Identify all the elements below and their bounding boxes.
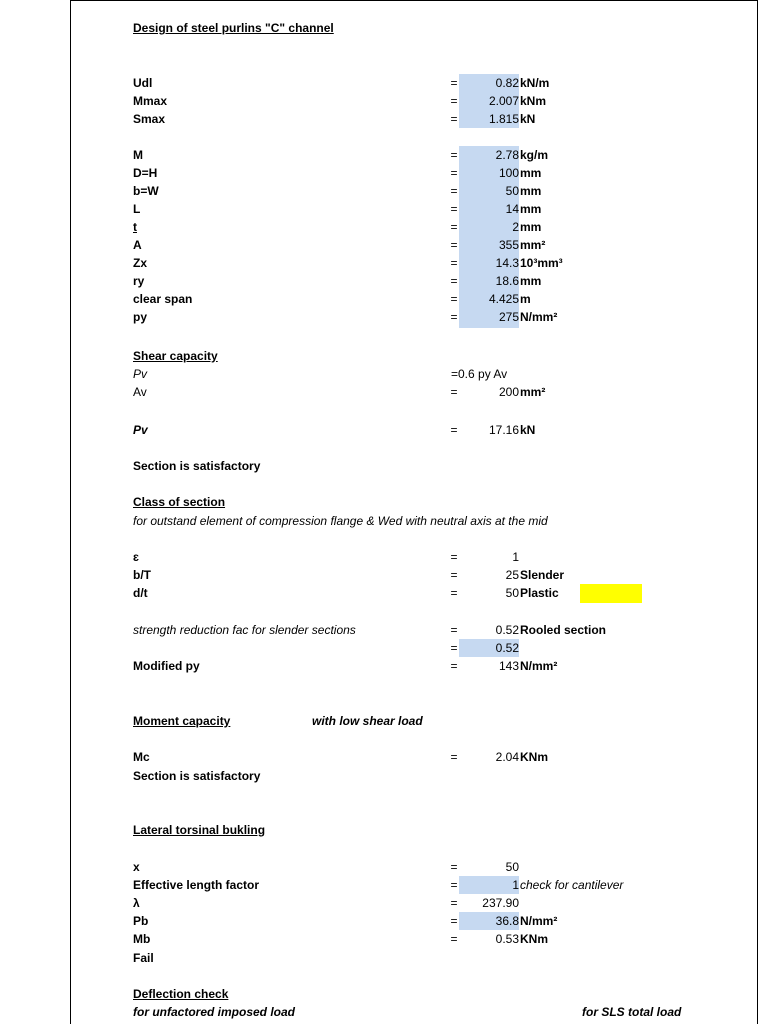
thickness-unit: mm — [520, 220, 542, 234]
modified-py-unit: N/mm² — [520, 659, 558, 673]
srf-value: 0.52 — [495, 623, 519, 637]
shear-result: Section is satisfactory — [133, 459, 261, 473]
epsilon-equals: = — [450, 550, 458, 564]
mc-unit: KNm — [520, 750, 549, 764]
x-label: x — [133, 860, 140, 874]
bt-label: b/T — [133, 568, 151, 582]
sheet-top-border — [70, 0, 758, 1]
shear-heading: Shear capacity — [133, 349, 218, 363]
av-equals: = — [450, 385, 458, 399]
mb-value: 0.53 — [495, 932, 519, 946]
area-label: A — [133, 238, 142, 252]
width-unit: mm — [520, 184, 542, 198]
area-unit: mm² — [520, 238, 546, 252]
zx-label: Zx — [133, 256, 148, 270]
mass-label: M — [133, 148, 143, 162]
modified-py-label: Modified py — [133, 659, 200, 673]
class-note: for outstand element of compression flange & Wed with neutral axis at the mid — [133, 514, 548, 528]
moment-result: Section is satisfactory — [133, 769, 261, 783]
mc-value: 2.04 — [495, 750, 519, 764]
depth-equals: = — [450, 166, 458, 180]
ltb-result: Fail — [133, 951, 154, 965]
zx-value[interactable]: 14.3 — [495, 256, 519, 270]
bt-class: Slender — [520, 568, 565, 582]
lip-value[interactable]: 14 — [505, 202, 519, 216]
deflection-note-right: for SLS total load — [582, 1005, 682, 1019]
dt-equals: = — [450, 586, 458, 600]
dt-class: Plastic — [520, 586, 559, 600]
mb-equals: = — [450, 932, 458, 946]
moment-note: with low shear load — [312, 714, 423, 728]
smax-value[interactable]: 1.815 — [488, 112, 519, 126]
class-heading: Class of section — [133, 495, 226, 509]
udl-value[interactable]: 0.82 — [495, 76, 519, 90]
thickness-value[interactable]: 2 — [512, 220, 519, 234]
srf-equals: = — [450, 623, 458, 637]
py-equals: = — [450, 310, 458, 324]
sheet-left-border — [70, 0, 71, 1024]
smax-equals: = — [450, 112, 458, 126]
elf-label: Effective length factor — [133, 878, 260, 892]
ltb-heading: Lateral torsinal bukling — [133, 823, 266, 837]
dt-label: d/t — [133, 586, 148, 600]
pb-equals: = — [450, 914, 458, 928]
mc-equals: = — [450, 750, 458, 764]
udl-label: Udl — [133, 76, 153, 90]
deflection-heading: Deflection check — [133, 987, 229, 1001]
deflection-note-left: for unfactored imposed load — [133, 1005, 296, 1019]
highlight-cell[interactable] — [580, 584, 642, 603]
pv-result-value: 17.16 — [488, 423, 519, 437]
mmax-equals: = — [450, 94, 458, 108]
pv-result-equals: = — [450, 423, 458, 437]
av-value: 200 — [498, 385, 519, 399]
area-value[interactable]: 355 — [498, 238, 519, 252]
py-value[interactable]: 275 — [498, 310, 519, 324]
thickness-label: t — [133, 220, 137, 234]
pv-result-label: Pv — [133, 423, 148, 437]
pb-unit: N/mm² — [520, 914, 558, 928]
smax-label: Smax — [133, 112, 166, 126]
epsilon-value: 1 — [512, 550, 519, 564]
x-value: 50 — [505, 860, 519, 874]
py-label: py — [133, 310, 148, 324]
srf-label: strength reduction fac for slender sections — [133, 623, 356, 637]
ry-unit: mm — [520, 274, 542, 288]
elf-equals: = — [450, 878, 458, 892]
lambda-equals: = — [450, 896, 458, 910]
lip-unit: mm — [520, 202, 542, 216]
srf-input-equals: = — [450, 641, 458, 655]
width-equals: = — [450, 184, 458, 198]
clear-span-value[interactable]: 4.425 — [488, 292, 519, 306]
mmax-label: Mmax — [133, 94, 168, 108]
sheet-right-border — [757, 0, 758, 1024]
elf-note: check for cantilever — [520, 878, 624, 892]
av-unit: mm² — [520, 385, 546, 399]
width-label: b=W — [133, 184, 159, 198]
lip-equals: = — [450, 202, 458, 216]
ry-equals: = — [450, 274, 458, 288]
bt-value: 25 — [505, 568, 519, 582]
depth-unit: mm — [520, 166, 542, 180]
pv-label: Pv — [133, 367, 148, 381]
srf-input-value[interactable]: 0.52 — [495, 641, 519, 655]
srf-note: Rooled section — [520, 623, 607, 637]
moment-heading: Moment capacity — [133, 714, 231, 728]
pb-label: Pb — [133, 914, 149, 928]
x-equals: = — [450, 860, 458, 874]
depth-value[interactable]: 100 — [498, 166, 519, 180]
udl-equals: = — [450, 76, 458, 90]
udl-unit: kN/m — [520, 76, 550, 90]
mb-label: Mb — [133, 932, 151, 946]
modified-py-value: 143 — [498, 659, 519, 673]
page-title: Design of steel purlins "C" channel — [133, 21, 334, 35]
mmax-value[interactable]: 2.007 — [488, 94, 519, 108]
lip-label: L — [133, 202, 141, 216]
modified-py-equals: = — [450, 659, 458, 673]
mmax-unit: kNm — [520, 94, 547, 108]
mass-value[interactable]: 2.78 — [495, 148, 519, 162]
pb-value[interactable]: 36.8 — [495, 914, 519, 928]
mass-unit: kg/m — [520, 148, 549, 162]
py-unit: N/mm² — [520, 310, 558, 324]
bt-equals: = — [450, 568, 458, 582]
epsilon-label: ɛ — [133, 550, 139, 564]
width-value[interactable]: 50 — [505, 184, 519, 198]
pv-formula: =0.6 py Av — [451, 367, 508, 381]
lambda-label: λ — [133, 896, 140, 910]
dt-value: 50 — [505, 586, 519, 600]
mass-equals: = — [450, 148, 458, 162]
clear-span-equals: = — [450, 292, 458, 306]
thickness-equals: = — [450, 220, 458, 234]
elf-value[interactable]: 1 — [512, 878, 519, 892]
smax-unit: kN — [520, 112, 536, 126]
zx-unit: 10³mm³ — [520, 256, 563, 270]
av-label: Av — [133, 385, 147, 399]
area-equals: = — [450, 238, 458, 252]
lambda-value: 237.90 — [482, 896, 519, 910]
mc-label: Mc — [133, 750, 150, 764]
clear-span-label: clear span — [133, 292, 193, 306]
clear-span-unit: m — [520, 292, 531, 306]
zx-equals: = — [450, 256, 458, 270]
ry-label: ry — [133, 274, 145, 288]
pv-result-unit: kN — [520, 423, 536, 437]
ry-value[interactable]: 18.6 — [495, 274, 519, 288]
depth-label: D=H — [133, 166, 158, 180]
mb-unit: KNm — [520, 932, 549, 946]
